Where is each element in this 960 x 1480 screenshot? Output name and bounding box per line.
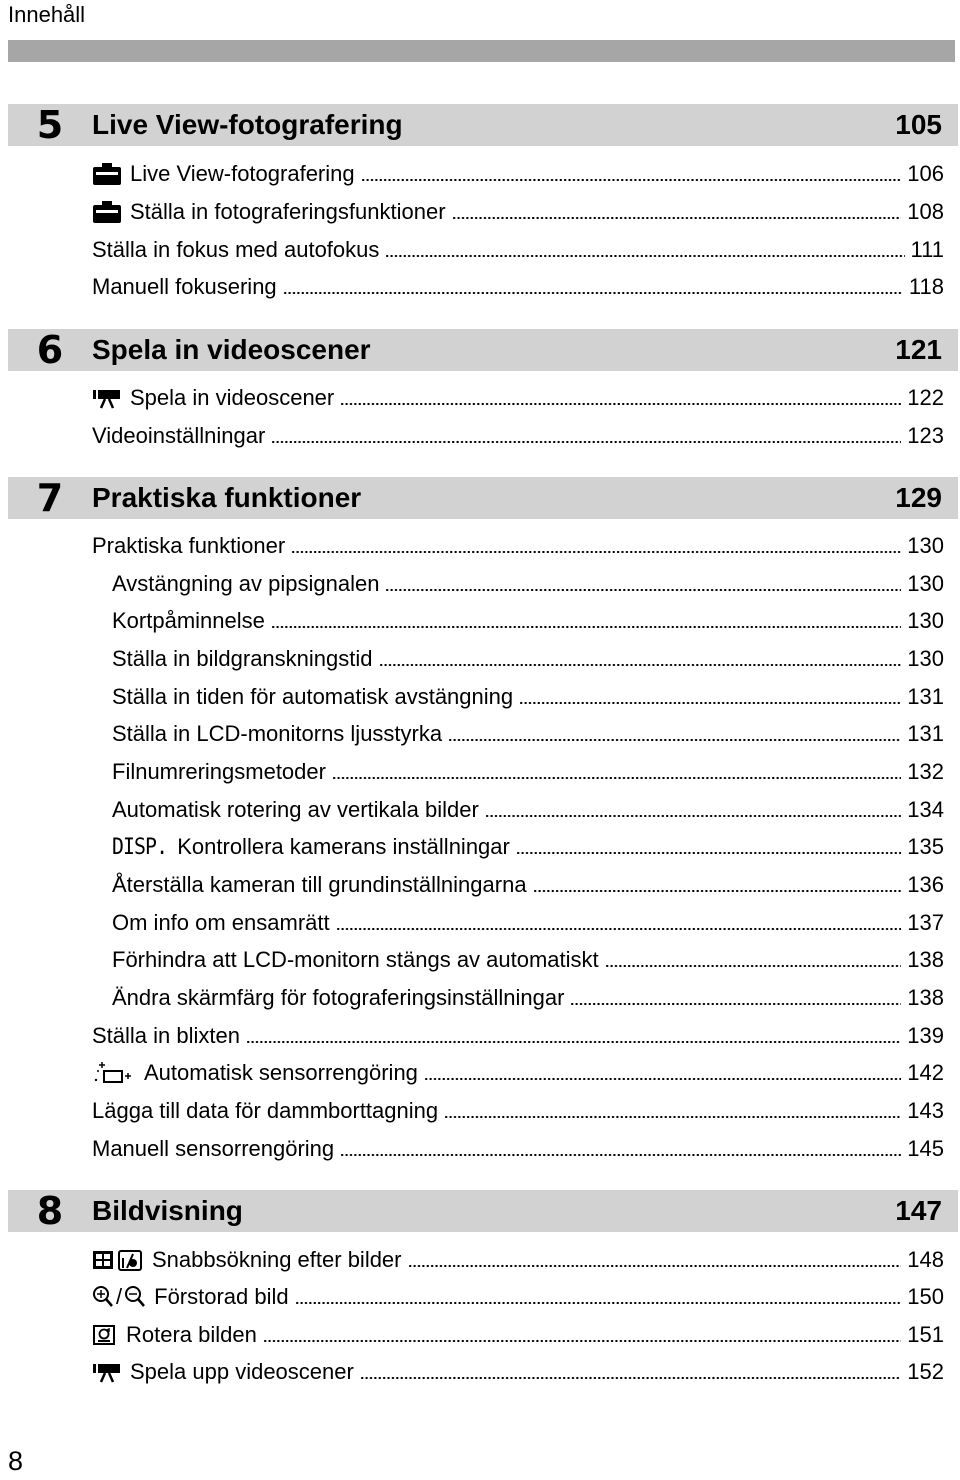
entry-page: 131 (907, 721, 944, 746)
toc-entry[interactable] (92, 197, 944, 227)
entry-page: 111 (910, 237, 944, 262)
chapter-8-heading[interactable] (8, 1190, 958, 1232)
camera-icon (92, 162, 122, 186)
movie-camera-icon (92, 1360, 122, 1384)
toc-entry[interactable] (112, 569, 944, 599)
entry-title: Live View-fotografering (130, 161, 355, 186)
dot-leader (424, 1078, 901, 1080)
entry-page: 132 (907, 759, 944, 784)
chapter-page: 129 (895, 482, 942, 513)
chapter-page: 147 (895, 1195, 942, 1226)
dot-leader (533, 890, 902, 892)
entry-page: 143 (907, 1098, 944, 1123)
chapter-number: 5 (36, 103, 64, 147)
entry-title: Rotera bilden (126, 1322, 257, 1347)
entry-title: Filnumreringsmetoder (112, 759, 326, 784)
header-label: Innehåll (8, 2, 86, 27)
entry-page: 145 (907, 1136, 944, 1161)
entry-page: 148 (907, 1247, 944, 1272)
toc-entry[interactable] (112, 908, 944, 938)
dot-leader (570, 1003, 901, 1005)
entry-title: Snabbsökning efter bilder (152, 1247, 402, 1272)
entry-title: Manuell sensorrengöring (92, 1136, 335, 1161)
entry-title: Lägga till data för dammborttagning (92, 1098, 439, 1123)
dot-leader (360, 1377, 901, 1379)
toc-entry[interactable] (92, 272, 944, 302)
toc-entry[interactable] (92, 235, 944, 265)
entry-title: Ställa in tiden för automatisk avstängning (112, 684, 514, 709)
dot-leader (605, 965, 902, 967)
entry-title: Manuell fokusering (92, 274, 277, 299)
dot-leader (336, 928, 902, 930)
entry-page: 130 (907, 571, 944, 596)
dot-leader (283, 292, 903, 294)
toc-entry[interactable] (92, 1134, 944, 1164)
chapter-7-heading[interactable] (8, 477, 958, 519)
dot-leader (444, 1116, 901, 1118)
chapter-title: Live View-fotografering (92, 109, 403, 140)
entry-title: Ställa in fokus med autofokus (92, 237, 380, 262)
entry-page: 130 (907, 533, 944, 558)
chapter-title: Bildvisning (92, 1195, 243, 1226)
entry-page: 150 (907, 1284, 944, 1309)
toc-entry[interactable] (92, 383, 944, 413)
dot-leader (332, 777, 901, 779)
chapter-page: 121 (895, 334, 942, 365)
chapter-number: 8 (36, 1189, 64, 1233)
movie-camera-icon (92, 386, 122, 410)
toc-entry[interactable] (112, 606, 944, 636)
toc-entry[interactable] (112, 757, 944, 787)
entry-title: Kontrollera kamerans inställningar (177, 834, 510, 859)
chapter-number: 6 (36, 328, 64, 372)
dot-leader (295, 1302, 902, 1304)
entry-page: 134 (907, 797, 944, 822)
chapter-title: Praktiska funktioner (92, 482, 362, 513)
toc-entry[interactable] (92, 1096, 944, 1126)
entry-page: 123 (907, 423, 944, 448)
entry-title: Avstängning av pipsignalen (112, 571, 380, 596)
dot-leader (291, 551, 901, 553)
rotate-icon (92, 1323, 118, 1347)
entry-title: Kortpåminnelse (112, 608, 265, 633)
entry-page: 138 (907, 947, 944, 972)
dot-leader (246, 1041, 901, 1043)
entry-page: 122 (907, 385, 944, 410)
entry-page: 130 (907, 608, 944, 633)
dot-leader (385, 255, 904, 257)
chapter-number: 7 (36, 476, 64, 520)
toc-entry[interactable] (92, 421, 944, 451)
toc-entry[interactable] (92, 1245, 944, 1275)
entry-page: 108 (907, 199, 944, 224)
toc-entry[interactable] (112, 682, 944, 712)
disp-button-icon: DISP. (112, 834, 168, 860)
index-jump-icon (92, 1248, 144, 1272)
header-bar (8, 40, 955, 62)
entry-title: Förhindra att LCD-monitorn stängs av automatiskt (112, 947, 599, 972)
toc-entry[interactable] (112, 832, 944, 862)
entry-page: 106 (907, 161, 944, 186)
entry-page: 130 (907, 646, 944, 671)
toc-entry[interactable] (92, 1021, 944, 1051)
dot-leader (516, 852, 901, 854)
chapter-title: Spela in videoscener (92, 334, 371, 365)
chapter-5-heading[interactable] (8, 104, 958, 146)
magnify-icon (92, 1285, 114, 1309)
dot-leader (385, 589, 901, 591)
entry-title: Praktiska funktioner (92, 533, 286, 558)
entry-page: 136 (907, 872, 944, 897)
entry-page: 151 (907, 1322, 944, 1347)
entry-title: Automatisk rotering av vertikala bilder (112, 797, 479, 822)
dot-leader (519, 702, 901, 704)
entry-page: 138 (907, 985, 944, 1010)
toc-entry[interactable] (92, 1357, 944, 1387)
icon-separator: / (116, 1284, 123, 1309)
entry-title: Ställa in bildgranskningstid (112, 646, 373, 671)
toc-entry[interactable] (112, 945, 944, 975)
dot-leader (448, 739, 901, 741)
dot-leader (361, 179, 902, 181)
chapter-page: 105 (895, 109, 942, 140)
entry-title: Om info om ensamrätt (112, 910, 330, 935)
chapter-6-heading[interactable] (8, 329, 958, 371)
dot-leader (408, 1265, 902, 1267)
entry-page: 142 (907, 1060, 944, 1085)
sensor-clean-icon (92, 1060, 132, 1086)
dot-leader (271, 626, 901, 628)
toc-entry[interactable] (112, 644, 944, 674)
toc-entry[interactable] (112, 983, 944, 1013)
entry-page: 152 (907, 1359, 944, 1384)
entry-title: Spela upp videoscener (130, 1359, 354, 1384)
toc-entry[interactable] (92, 531, 944, 561)
camera-icon (92, 200, 122, 224)
entry-page: 137 (907, 910, 944, 935)
entry-title: Ställa in blixten (92, 1023, 240, 1048)
dot-leader (452, 217, 902, 219)
dot-leader (271, 441, 901, 443)
dot-leader (340, 1154, 901, 1156)
toc-entry[interactable] (92, 1282, 944, 1312)
toc-entry[interactable] (112, 795, 944, 825)
entry-title: Videoinställningar (92, 423, 266, 448)
page-number: 8 (8, 1446, 24, 1476)
entry-title: Ställa in LCD-monitorns ljusstyrka (112, 721, 443, 746)
entry-title: Ändra skärmfärg för fotograferingsinställningar (112, 985, 565, 1010)
dot-leader (379, 664, 902, 666)
entry-title: Ställa in fotograferingsfunktioner (130, 199, 446, 224)
entry-title: Spela in videoscener (130, 385, 335, 410)
entry-title: Återställa kameran till grundinställningarna (112, 872, 527, 897)
entry-page: 118 (908, 274, 944, 299)
toc-entry[interactable] (92, 1320, 944, 1350)
toc-entry[interactable] (92, 1058, 944, 1088)
toc-entry[interactable] (112, 870, 944, 900)
entry-page: 135 (907, 834, 944, 859)
entry-title: Automatisk sensorrengöring (144, 1060, 418, 1085)
dot-leader (340, 403, 901, 405)
dot-leader (485, 815, 901, 817)
entry-page: 131 (907, 684, 944, 709)
dot-leader (263, 1340, 901, 1342)
toc-entry[interactable] (112, 719, 944, 749)
reduce-icon (124, 1285, 146, 1309)
toc-entry[interactable] (92, 159, 944, 189)
entry-title: Förstorad bild (154, 1284, 289, 1309)
entry-page: 139 (907, 1023, 944, 1048)
